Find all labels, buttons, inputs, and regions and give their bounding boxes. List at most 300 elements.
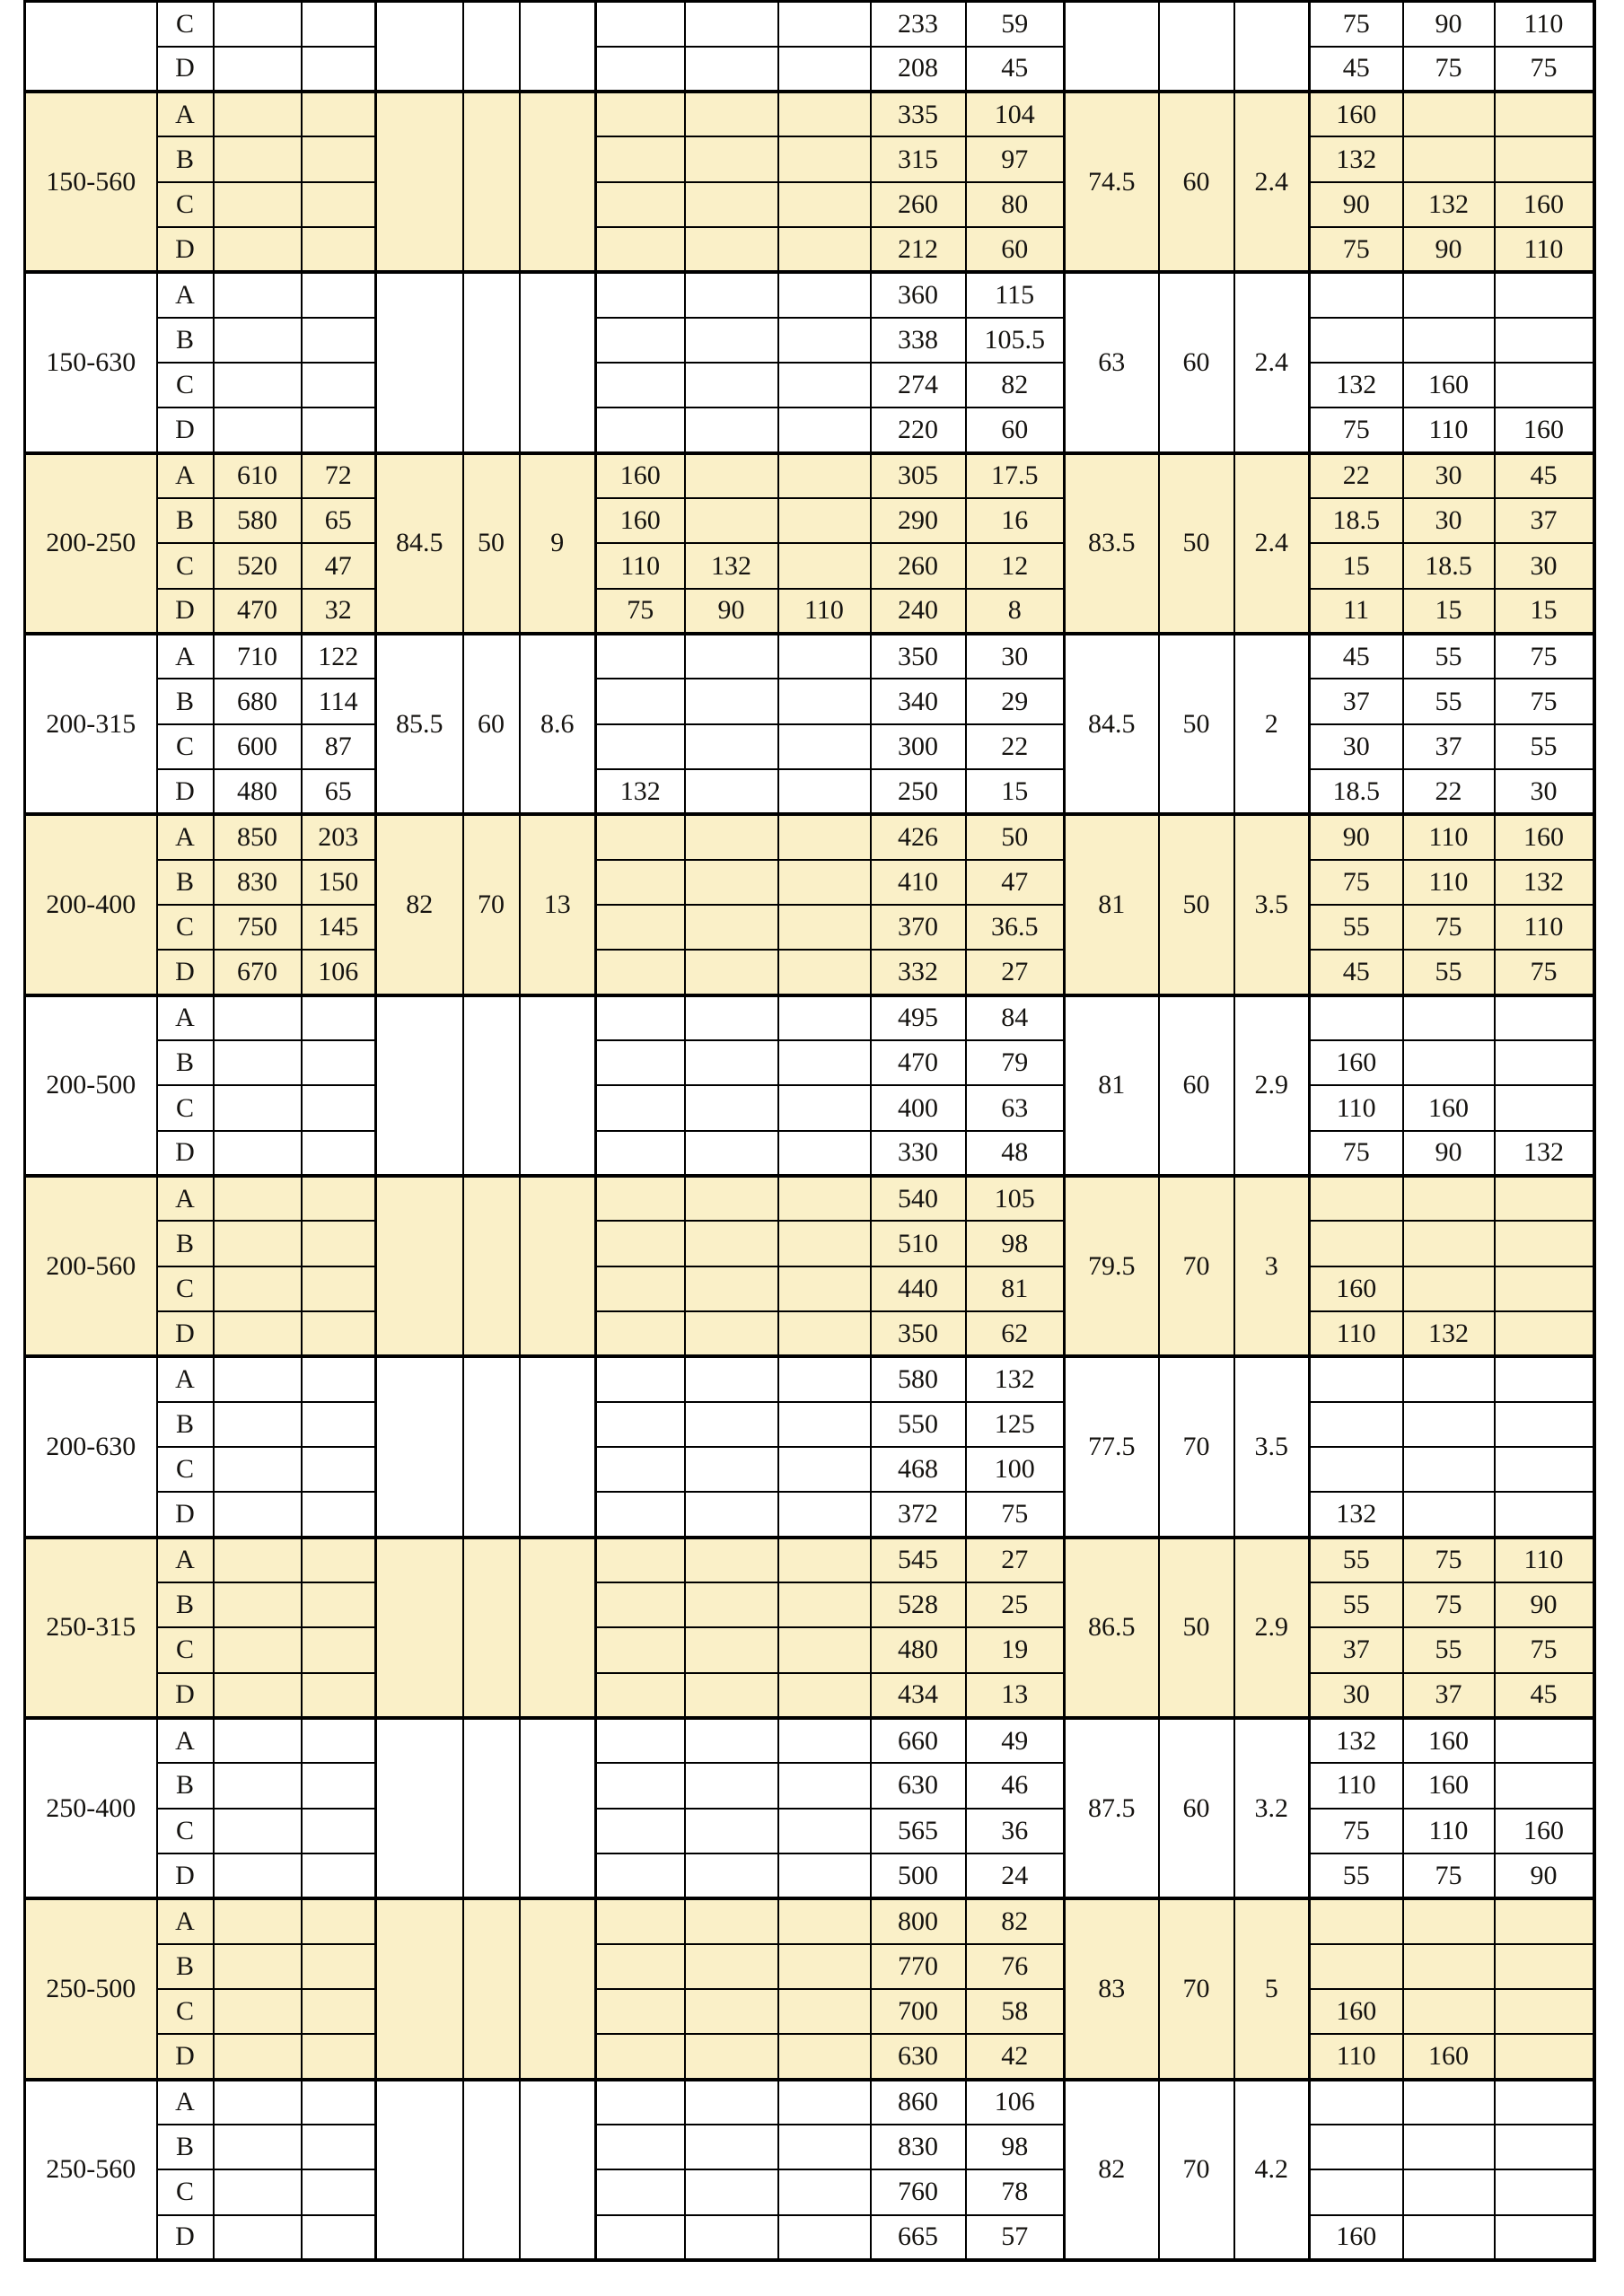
merged-cell: [376, 2080, 463, 2260]
power-cell: [596, 1492, 685, 1537]
power-cell: [596, 272, 685, 317]
power-cell: 15: [1495, 589, 1594, 634]
power-cell: [596, 2, 685, 47]
power-cell: [685, 1131, 778, 1176]
power-cell: 110: [1403, 407, 1495, 452]
flow-cell: 480: [871, 1627, 966, 1672]
merged-cell: [376, 1538, 463, 1718]
merged-cell: [520, 1538, 596, 1718]
power-cell: 30: [1310, 1673, 1403, 1718]
variant-cell: C: [157, 724, 214, 769]
power-cell: 75: [1403, 905, 1495, 950]
power-cell: [1495, 1718, 1594, 1763]
power-cell: 75: [1403, 1538, 1495, 1582]
power-cell: [1495, 1989, 1594, 2034]
power-cell: [1403, 995, 1495, 1040]
flow-cell: 360: [871, 272, 966, 317]
flow-cell: 434: [871, 1673, 966, 1718]
power-cell: [685, 1989, 778, 2034]
power-cell: [1310, 995, 1403, 1040]
flow-cell: [214, 182, 302, 227]
flow-cell: [214, 136, 302, 181]
power-cell: 18.5: [1310, 769, 1403, 814]
flow-cell: 250: [871, 769, 966, 814]
head-cell: [302, 1402, 376, 1447]
power-cell: [685, 1898, 778, 1943]
power-cell: [1403, 318, 1495, 363]
power-cell: [1403, 1402, 1495, 1447]
power-cell: 55: [1403, 1627, 1495, 1672]
power-cell: [778, 1402, 871, 1447]
power-cell: [1495, 1763, 1594, 1808]
power-cell: [685, 634, 778, 679]
merged-cell: 81: [1065, 995, 1159, 1176]
power-cell: [596, 1673, 685, 1718]
power-cell: 160: [1403, 1718, 1495, 1763]
variant-cell: A: [157, 453, 214, 498]
head-cell: 47: [966, 860, 1065, 905]
power-cell: 11: [1310, 589, 1403, 634]
head-cell: [302, 1538, 376, 1582]
power-cell: [596, 1944, 685, 1989]
merged-cell: 3.5: [1234, 814, 1310, 995]
merged-cell: 82: [1065, 2080, 1159, 2260]
merged-cell: [520, 1176, 596, 1356]
power-cell: [778, 1582, 871, 1627]
power-cell: [596, 679, 685, 723]
head-cell: 150: [302, 860, 376, 905]
power-cell: 55: [1495, 724, 1594, 769]
power-cell: 110: [1310, 1085, 1403, 1130]
power-cell: [596, 724, 685, 769]
head-cell: 65: [302, 498, 376, 543]
merged-cell: [463, 1356, 520, 1537]
table-row: [25, 47, 1594, 92]
variant-cell: B: [157, 136, 214, 181]
head-cell: [302, 1085, 376, 1130]
power-cell: [596, 1989, 685, 2034]
variant-cell: C: [157, 905, 214, 950]
power-cell: [685, 1266, 778, 1311]
table-row: [25, 1221, 1594, 1266]
power-cell: [596, 1040, 685, 1085]
head-cell: [302, 227, 376, 272]
power-cell: [685, 679, 778, 723]
power-cell: 90: [685, 589, 778, 634]
head-cell: 81: [966, 1266, 1065, 1311]
power-cell: [685, 995, 778, 1040]
table-row: [25, 1085, 1594, 1130]
flow-cell: [214, 272, 302, 317]
power-cell: [1495, 1492, 1594, 1537]
power-cell: [1310, 272, 1403, 317]
power-cell: [685, 1673, 778, 1718]
head-cell: 105.5: [966, 318, 1065, 363]
power-cell: [596, 2215, 685, 2260]
power-cell: [1403, 1221, 1495, 1266]
power-cell: 160: [1403, 2034, 1495, 2079]
variant-cell: A: [157, 634, 214, 679]
variant-cell: B: [157, 1763, 214, 1808]
merged-cell: 2: [1234, 634, 1310, 814]
power-cell: [1310, 1898, 1403, 1943]
power-cell: [778, 905, 871, 950]
table-row: [25, 1853, 1594, 1898]
power-cell: [685, 92, 778, 136]
power-cell: [1495, 1356, 1594, 1401]
power-cell: [596, 634, 685, 679]
head-cell: [302, 363, 376, 407]
power-cell: 160: [596, 453, 685, 498]
variant-cell: B: [157, 1944, 214, 1989]
power-cell: [778, 272, 871, 317]
flow-cell: [214, 1763, 302, 1808]
power-cell: [778, 634, 871, 679]
flow-cell: [214, 1627, 302, 1672]
power-cell: [685, 2125, 778, 2169]
table-row: [25, 2, 1594, 47]
head-cell: 45: [966, 47, 1065, 92]
head-cell: [302, 1582, 376, 1627]
power-cell: [685, 1718, 778, 1763]
merged-cell: 74.5: [1065, 92, 1159, 272]
table-row: [25, 1040, 1594, 1085]
merged-cell: 70: [1159, 1898, 1234, 2079]
power-cell: 160: [1495, 407, 1594, 452]
head-cell: [302, 407, 376, 452]
power-cell: [596, 2034, 685, 2079]
power-cell: [1495, 1040, 1594, 1085]
variant-cell: C: [157, 363, 214, 407]
power-cell: [1495, 136, 1594, 181]
power-cell: 30: [1403, 453, 1495, 498]
merged-cell: 2.4: [1234, 92, 1310, 272]
flow-cell: [214, 2169, 302, 2214]
model-cell: 200-560: [25, 1176, 157, 1356]
flow-cell: 350: [871, 634, 966, 679]
power-cell: [1403, 272, 1495, 317]
variant-cell: B: [157, 1582, 214, 1627]
power-cell: [1310, 1402, 1403, 1447]
head-cell: 48: [966, 1131, 1065, 1176]
flow-cell: 630: [871, 2034, 966, 2079]
flow-cell: [214, 1040, 302, 1085]
head-cell: [302, 2080, 376, 2125]
flow-cell: 630: [871, 1763, 966, 1808]
flow-cell: 330: [871, 1131, 966, 1176]
power-cell: 160: [1495, 182, 1594, 227]
head-cell: [302, 1311, 376, 1356]
power-cell: [596, 92, 685, 136]
power-cell: [778, 1176, 871, 1221]
power-cell: 75: [1495, 634, 1594, 679]
head-cell: [302, 1176, 376, 1221]
table-row: [25, 407, 1594, 452]
power-cell: [1310, 1356, 1403, 1401]
head-cell: 82: [966, 363, 1065, 407]
flow-cell: 565: [871, 1809, 966, 1853]
power-cell: [1495, 1266, 1594, 1311]
table-row: [25, 1673, 1594, 1718]
head-cell: [302, 1989, 376, 2034]
model-cell: 250-315: [25, 1538, 157, 1718]
power-cell: 110: [1403, 814, 1495, 859]
variant-cell: C: [157, 1809, 214, 1853]
power-cell: 90: [1310, 814, 1403, 859]
head-cell: 125: [966, 1402, 1065, 1447]
merged-cell: 3: [1234, 1176, 1310, 1356]
table-row: [25, 1176, 1594, 1221]
table-row: [25, 453, 1594, 498]
power-cell: [778, 1356, 871, 1401]
power-cell: [596, 1718, 685, 1763]
power-cell: 18.5: [1310, 498, 1403, 543]
power-cell: [596, 1853, 685, 1898]
table-row: [25, 1538, 1594, 1582]
power-cell: [596, 2169, 685, 2214]
power-cell: 160: [1310, 1989, 1403, 2034]
flow-cell: 372: [871, 1492, 966, 1537]
power-cell: 75: [1403, 47, 1495, 92]
power-cell: [685, 136, 778, 181]
power-cell: [596, 1627, 685, 1672]
head-cell: 27: [966, 950, 1065, 995]
merged-cell: [376, 1176, 463, 1356]
variant-cell: A: [157, 814, 214, 859]
merged-cell: [463, 1538, 520, 1718]
table-row: [25, 1447, 1594, 1492]
power-cell: [778, 1763, 871, 1808]
head-cell: [302, 47, 376, 92]
power-cell: [1495, 1085, 1594, 1130]
power-cell: [685, 1763, 778, 1808]
power-cell: [778, 453, 871, 498]
model-cell: 200-630: [25, 1356, 157, 1537]
variant-cell: A: [157, 995, 214, 1040]
flow-cell: 610: [214, 453, 302, 498]
variant-cell: A: [157, 92, 214, 136]
power-cell: [1495, 2169, 1594, 2214]
power-cell: [685, 769, 778, 814]
power-cell: 30: [1403, 498, 1495, 543]
flow-cell: 332: [871, 950, 966, 995]
table-row: [25, 1356, 1594, 1401]
table-row: [25, 1898, 1594, 1943]
power-cell: [1495, 2080, 1594, 2125]
power-cell: [1403, 1356, 1495, 1401]
merged-cell: [520, 92, 596, 272]
power-cell: [1310, 1447, 1403, 1492]
variant-cell: C: [157, 1989, 214, 2034]
head-cell: 15: [966, 769, 1065, 814]
head-cell: 62: [966, 1311, 1065, 1356]
power-cell: 30: [1495, 769, 1594, 814]
power-cell: [1403, 1989, 1495, 2034]
variant-cell: C: [157, 1085, 214, 1130]
merged-cell: [520, 272, 596, 452]
power-cell: [685, 860, 778, 905]
head-cell: 8: [966, 589, 1065, 634]
merged-cell: 60: [1159, 92, 1234, 272]
power-cell: [596, 1538, 685, 1582]
flow-cell: 470: [871, 1040, 966, 1085]
power-cell: [778, 2, 871, 47]
power-cell: [1403, 136, 1495, 181]
flow-cell: 500: [871, 1853, 966, 1898]
merged-cell: 84.5: [1065, 634, 1159, 814]
flow-cell: 520: [214, 543, 302, 588]
power-cell: [596, 2125, 685, 2169]
variant-cell: D: [157, 407, 214, 452]
power-cell: [1403, 1266, 1495, 1311]
power-cell: [685, 2034, 778, 2079]
head-cell: 105: [966, 1176, 1065, 1221]
variant-cell: A: [157, 1898, 214, 1943]
flow-cell: 305: [871, 453, 966, 498]
head-cell: 16: [966, 498, 1065, 543]
power-cell: [778, 860, 871, 905]
head-cell: 47: [302, 543, 376, 588]
power-cell: [685, 1311, 778, 1356]
flow-cell: 220: [871, 407, 966, 452]
power-cell: 110: [1310, 2034, 1403, 2079]
power-cell: 75: [1495, 47, 1594, 92]
variant-cell: A: [157, 1356, 214, 1401]
variant-cell: B: [157, 318, 214, 363]
flow-cell: 580: [214, 498, 302, 543]
head-cell: [302, 1040, 376, 1085]
power-cell: 132: [1495, 1131, 1594, 1176]
merged-cell: [463, 1176, 520, 1356]
power-cell: 132: [1310, 1718, 1403, 1763]
variant-cell: B: [157, 1402, 214, 1447]
power-cell: [1495, 2125, 1594, 2169]
merged-cell: [376, 1898, 463, 2079]
power-cell: [596, 905, 685, 950]
table-row: [25, 182, 1594, 227]
flow-cell: [214, 227, 302, 272]
merged-cell: 87.5: [1065, 1718, 1159, 1898]
model-cell: 250-560: [25, 2080, 157, 2260]
merged-cell: 2.9: [1234, 995, 1310, 1176]
merged-cell: [520, 995, 596, 1176]
power-cell: [1403, 2215, 1495, 2260]
power-cell: 110: [1495, 905, 1594, 950]
variant-cell: B: [157, 1040, 214, 1085]
power-cell: [778, 136, 871, 181]
merged-cell: 63: [1065, 272, 1159, 452]
power-cell: 75: [1310, 2, 1403, 47]
power-cell: 75: [1403, 1582, 1495, 1627]
table-row: [25, 1809, 1594, 1853]
power-cell: [1495, 1176, 1594, 1221]
merged-cell: 85.5: [376, 634, 463, 814]
merged-cell: [520, 2, 596, 92]
power-cell: [596, 1447, 685, 1492]
power-cell: [685, 1809, 778, 1853]
power-cell: [685, 814, 778, 859]
flow-cell: 440: [871, 1266, 966, 1311]
power-cell: [596, 1176, 685, 1221]
power-cell: [596, 47, 685, 92]
flow-cell: 528: [871, 1582, 966, 1627]
power-cell: [778, 1040, 871, 1085]
power-cell: 110: [596, 543, 685, 588]
merged-cell: 60: [1159, 995, 1234, 1176]
variant-cell: D: [157, 589, 214, 634]
flow-cell: 800: [871, 1898, 966, 1943]
power-cell: [1495, 272, 1594, 317]
variant-cell: B: [157, 498, 214, 543]
flow-cell: 850: [214, 814, 302, 859]
variant-cell: C: [157, 1266, 214, 1311]
power-cell: 160: [596, 498, 685, 543]
power-cell: [1495, 92, 1594, 136]
head-cell: 29: [966, 679, 1065, 723]
power-cell: [778, 2080, 871, 2125]
table-row: [25, 136, 1594, 181]
flow-cell: [214, 1809, 302, 1853]
power-cell: 15: [1403, 589, 1495, 634]
flow-cell: 426: [871, 814, 966, 859]
power-cell: [778, 498, 871, 543]
power-cell: 160: [1403, 363, 1495, 407]
variant-cell: C: [157, 543, 214, 588]
merged-cell: [376, 995, 463, 1176]
power-cell: 37: [1310, 679, 1403, 723]
power-cell: [685, 1853, 778, 1898]
power-cell: [778, 2215, 871, 2260]
power-cell: [1403, 1040, 1495, 1085]
flow-cell: 480: [214, 769, 302, 814]
power-cell: [1495, 2215, 1594, 2260]
table-row: [25, 1718, 1594, 1763]
power-cell: [1495, 995, 1594, 1040]
head-cell: 13: [966, 1673, 1065, 1718]
merged-cell: 2.4: [1234, 272, 1310, 452]
merged-cell: 50: [1159, 1538, 1234, 1718]
head-cell: 36: [966, 1809, 1065, 1853]
power-cell: [778, 1809, 871, 1853]
merged-cell: 70: [1159, 1356, 1234, 1537]
variant-cell: D: [157, 227, 214, 272]
flow-cell: 335: [871, 92, 966, 136]
power-cell: 55: [1403, 679, 1495, 723]
head-cell: 75: [966, 1492, 1065, 1537]
model-cell: 150-560: [25, 92, 157, 272]
power-cell: 45: [1310, 47, 1403, 92]
power-cell: [778, 724, 871, 769]
table-row: [25, 227, 1594, 272]
power-cell: [778, 1853, 871, 1898]
flow-cell: 600: [214, 724, 302, 769]
power-cell: 110: [1310, 1311, 1403, 1356]
flow-cell: 750: [214, 905, 302, 950]
power-cell: [685, 2215, 778, 2260]
table-row: [25, 769, 1594, 814]
power-cell: [778, 995, 871, 1040]
head-cell: [302, 995, 376, 1040]
flow-cell: [214, 1266, 302, 1311]
table-row: [25, 2080, 1594, 2125]
power-cell: 90: [1310, 182, 1403, 227]
variant-cell: A: [157, 1718, 214, 1763]
power-cell: [778, 679, 871, 723]
merged-cell: 2.9: [1234, 1538, 1310, 1718]
variant-cell: C: [157, 1627, 214, 1672]
power-cell: [778, 2169, 871, 2214]
flow-cell: 510: [871, 1221, 966, 1266]
